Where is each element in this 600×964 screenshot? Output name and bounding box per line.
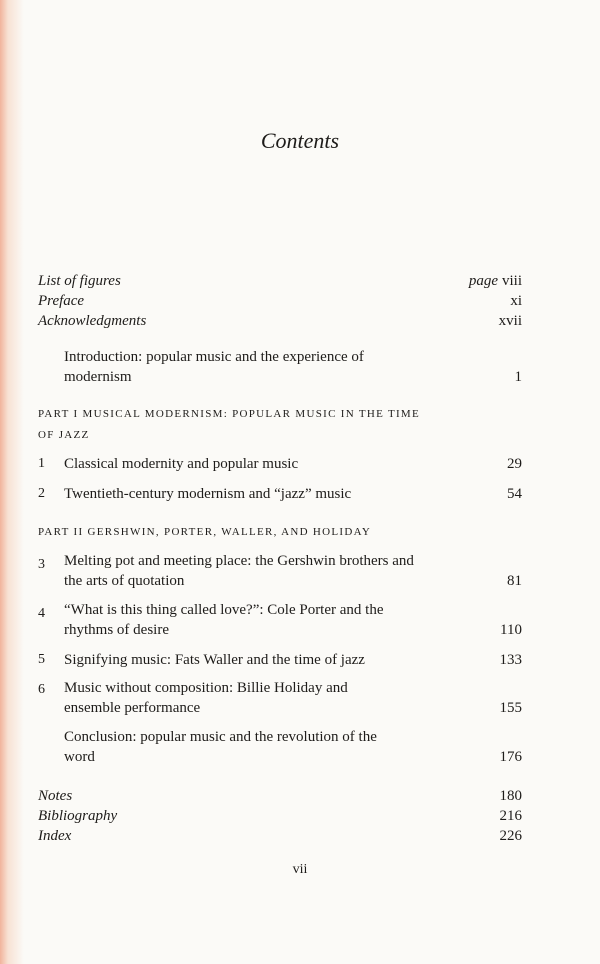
- chapter-entry: [38, 484, 522, 504]
- chapter-number: 2: [38, 486, 45, 501]
- back-matter-page: 226: [499, 828, 522, 844]
- chapter-title: “What is this thing called love?”: Cole Porter and the rhythms of desire: [64, 602, 384, 638]
- chapter-title: Melting pot and meeting place: the Gershwin brothers and the arts of quotation: [64, 553, 414, 589]
- back-matter-item: [38, 786, 522, 806]
- chapter-page: 155: [499, 700, 522, 716]
- introduction-title: Introduction: popular music and the experience of modernism: [64, 349, 364, 385]
- chapter-number: 1: [38, 456, 45, 471]
- chapter-entry: [38, 454, 522, 474]
- front-matter-item: [38, 311, 522, 331]
- chapter-page: 110: [500, 622, 522, 638]
- introduction-page: 1: [514, 369, 522, 385]
- front-matter-list: [38, 271, 522, 331]
- back-matter-label: Bibliography: [38, 808, 118, 824]
- chapter-title: Classical modernity and popular music: [64, 456, 299, 472]
- back-matter-page: 216: [499, 808, 522, 824]
- chapter-title: Twentieth-century modernism and “jazz” music: [64, 486, 352, 502]
- conclusion-entry: [38, 727, 522, 767]
- front-matter-item: [38, 271, 522, 291]
- back-matter-label: Notes: [38, 788, 73, 804]
- chapter-number: 4: [38, 606, 45, 621]
- chapter-entry: [38, 600, 522, 640]
- conclusion-title: Conclusion: popular music and the revolution of the word: [64, 729, 377, 765]
- introduction-entry: [38, 347, 522, 387]
- front-matter-label: Preface: [38, 293, 85, 309]
- back-matter-list: [38, 786, 522, 846]
- conclusion-page: 176: [499, 749, 522, 765]
- front-matter-page: xvii: [498, 313, 522, 329]
- page-number: viii: [501, 273, 522, 289]
- part-1-heading: PART I MUSICAL MODERNISM: POPULAR MUSIC IN THE TIME OF JAZZ: [38, 408, 421, 441]
- chapter-page: 29: [507, 456, 522, 472]
- front-matter-page: [469, 271, 522, 291]
- chapter-page: 81: [507, 573, 522, 589]
- front-matter-item: [38, 291, 522, 311]
- page-title: Contents: [260, 128, 340, 153]
- chapter-number: 5: [38, 652, 45, 667]
- back-matter-label: Index: [38, 828, 72, 844]
- chapter-entry: [38, 678, 522, 718]
- chapter-entry: [38, 650, 522, 670]
- chapter-number: 3: [38, 557, 45, 572]
- page-prefix: page: [468, 273, 498, 289]
- back-matter-page: 180: [499, 788, 522, 804]
- chapter-title: Signifying music: Fats Waller and the time of jazz: [64, 652, 365, 668]
- part-2-heading: PART II GERSHWIN, PORTER, WALLER, AND HOLIDAY: [38, 526, 372, 538]
- page-folio: vii: [292, 862, 308, 877]
- back-matter-item: [38, 806, 522, 826]
- front-matter-label: Acknowledgments: [38, 313, 147, 329]
- front-matter-label: List of figures: [38, 273, 121, 289]
- chapter-number: 6: [38, 682, 45, 697]
- chapter-page: 133: [499, 652, 522, 668]
- chapter-title: Music without composition: Billie Holiday and ensemble performance: [64, 680, 348, 716]
- back-matter-item: [38, 826, 522, 846]
- front-matter-page: xi: [510, 293, 522, 309]
- chapter-entry: [38, 551, 522, 591]
- chapter-page: 54: [507, 486, 522, 502]
